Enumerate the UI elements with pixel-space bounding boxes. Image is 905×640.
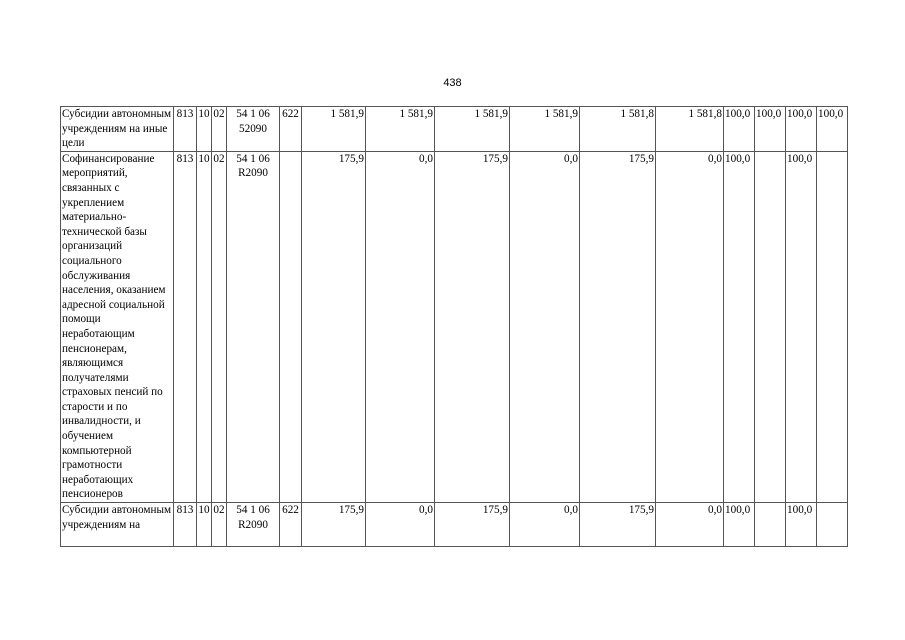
amount-cell: 0,0 [366, 151, 435, 502]
budget-table [60, 106, 848, 547]
amount-cell: 175,9 [580, 151, 656, 502]
section-code: 10 [197, 503, 212, 547]
percent-cell [755, 151, 786, 502]
expense-type-code: 622 [280, 503, 302, 547]
table-row [61, 503, 848, 547]
row-name: Субсидии автономным учреждениям на иные цели [61, 107, 174, 152]
table-row [61, 151, 848, 502]
amount-cell: 1 581,9 [366, 107, 435, 152]
subsection-code: 02 [212, 503, 227, 547]
amount-cell: 1 581,9 [510, 107, 580, 152]
amount-cell: 1 581,8 [580, 107, 656, 152]
amount-cell: 1 581,8 [656, 107, 724, 152]
amount-cell: 175,9 [435, 503, 510, 547]
amount-cell: 0,0 [510, 151, 580, 502]
target-article-code: 54 1 06 R2090 [227, 151, 280, 502]
section-code: 10 [197, 107, 212, 152]
target-article-code: 54 1 06 52090 [227, 107, 280, 152]
row-name: Субсидии автономным учреждениям на [61, 503, 174, 547]
target-article-code: 54 1 06 R2090 [227, 503, 280, 547]
row-name: Софинансирование мероприятий, связанных с укреплением материально-технической базы организаций социального обслуживания населения, оказанием адресной социальной помощи неработающим пенсионерам, являющимся получателями страховых пенсий по старости и по инвалидности, и обучением компьютерной грамотности неработающих пенсионеров [61, 151, 174, 502]
percent-cell: 100,0 [724, 107, 755, 152]
amount-cell: 175,9 [580, 503, 656, 547]
percent-cell: 100,0 [786, 503, 817, 547]
ministry-code: 813 [174, 503, 197, 547]
percent-cell: 100,0 [724, 151, 755, 502]
ministry-code: 813 [174, 151, 197, 502]
percent-cell [817, 503, 848, 547]
amount-cell: 175,9 [302, 151, 366, 502]
percent-cell [755, 503, 786, 547]
ministry-code: 813 [174, 107, 197, 152]
amount-cell: 1 581,9 [302, 107, 366, 152]
section-code: 10 [197, 151, 212, 502]
amount-cell: 0,0 [366, 503, 435, 547]
percent-cell: 100,0 [724, 503, 755, 547]
amount-cell: 0,0 [510, 503, 580, 547]
expense-type-code [280, 151, 302, 502]
amount-cell: 175,9 [302, 503, 366, 547]
percent-cell: 100,0 [817, 107, 848, 152]
subsection-code: 02 [212, 107, 227, 152]
amount-cell: 0,0 [656, 503, 724, 547]
amount-cell: 1 581,9 [435, 107, 510, 152]
subsection-code: 02 [212, 151, 227, 502]
percent-cell [817, 151, 848, 502]
percent-cell: 100,0 [786, 151, 817, 502]
page-number: 438 [443, 77, 462, 89]
percent-cell: 100,0 [786, 107, 817, 152]
expense-type-code: 622 [280, 107, 302, 152]
amount-cell: 175,9 [435, 151, 510, 502]
table-row [61, 107, 848, 152]
amount-cell: 0,0 [656, 151, 724, 502]
percent-cell: 100,0 [755, 107, 786, 152]
